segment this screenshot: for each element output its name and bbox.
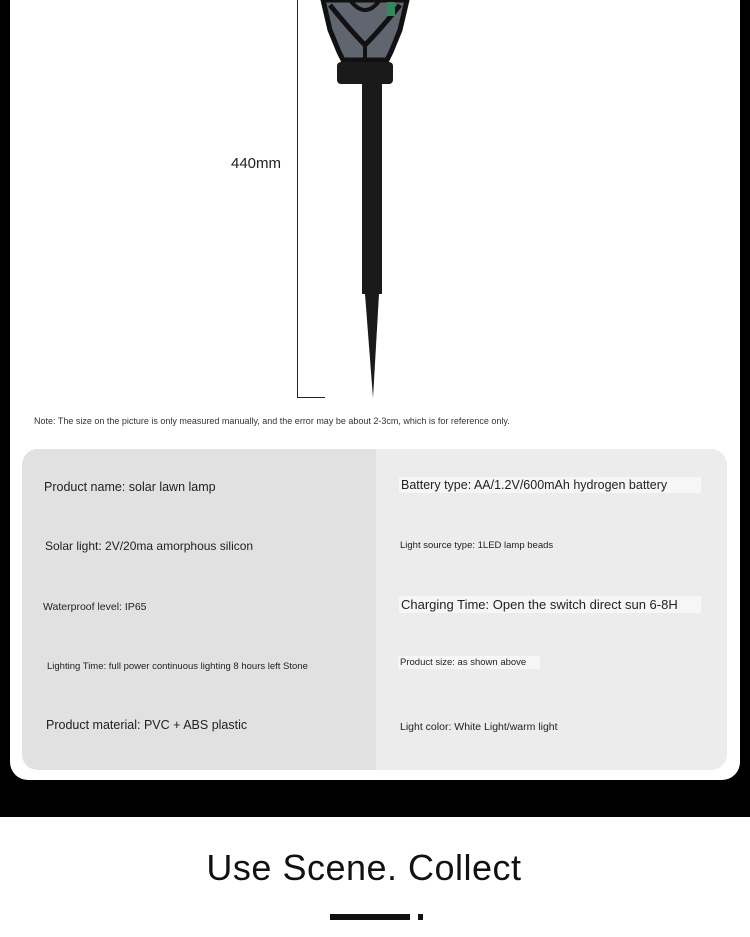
spec-lighting-time: Lighting Time: full power continuous lighting 8 hours left Stone <box>47 661 308 672</box>
dimension-label: 440mm <box>231 155 282 172</box>
spec-product-size: Product size: as shown above <box>398 656 540 669</box>
spec-product-material: Product material: PVC + ABS plastic <box>46 718 248 732</box>
spec-product-name: Product name: solar lawn lamp <box>44 480 216 494</box>
measurement-note: Note: The size on the picture is only measured manually, and the error may be about 2-3cm, which is for reference only. <box>34 416 510 426</box>
product-dimension-card <box>10 0 740 780</box>
title-underline-dot <box>418 914 423 920</box>
spec-charging-time: Charging Time: Open the switch direct sun 6-8H <box>399 596 701 613</box>
dimension-line <box>297 0 298 398</box>
spec-waterproof-level: Waterproof level: IP65 <box>43 601 147 613</box>
spec-light-source: Light source type: 1LED lamp beads <box>400 540 554 551</box>
spec-panel <box>22 449 727 770</box>
use-scene-section <box>0 817 750 937</box>
dimension-tick <box>297 397 325 398</box>
spec-solar-light: Solar light: 2V/20ma amorphous silicon <box>45 539 254 553</box>
solar-lawn-lamp-image <box>315 0 425 400</box>
spec-light-color: Light color: White Light/warm light <box>400 721 558 733</box>
title-underline <box>330 914 410 920</box>
section-title: Use Scene. Collect <box>206 847 522 888</box>
spec-battery-type: Battery type: AA/1.2V/600mAh hydrogen battery <box>399 477 701 493</box>
